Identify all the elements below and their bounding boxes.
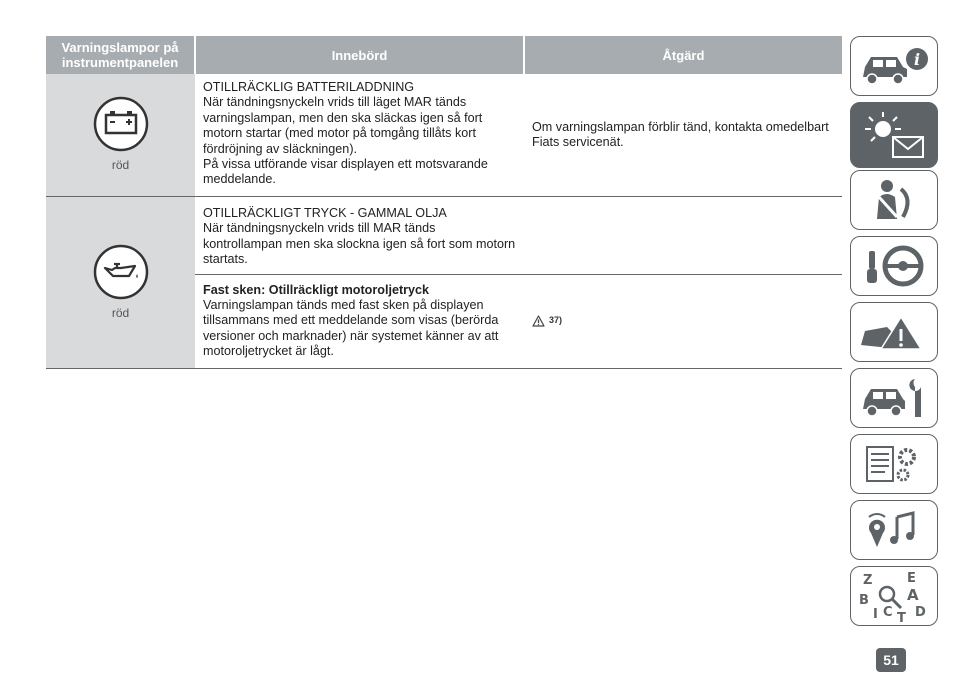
chapter-tab-index[interactable] bbox=[850, 566, 938, 626]
svg-text:I: I bbox=[873, 607, 878, 622]
action-text: Om varningslampan förblir tänd, kontakta omedelbart Fiats servicenät. bbox=[532, 119, 829, 149]
svg-text:B: B bbox=[859, 593, 869, 608]
action-cell bbox=[524, 74, 842, 197]
meaning-text-2: På vissa utförande visar displayen ett motsvarande meddelande. bbox=[203, 157, 488, 187]
meaning-text: När tändningsnyckeln vrids till läget MAR tänds varningslampan, men den ska släckas igen så fort motorn startar (med motor på tomgång tillåts kort fördröjning av släckningen). bbox=[203, 95, 483, 156]
page-number: 51 bbox=[876, 648, 906, 672]
icon-color-label: röd bbox=[111, 305, 130, 320]
icon-cell bbox=[46, 74, 195, 197]
chapter-tab-technical-data[interactable] bbox=[850, 434, 938, 494]
meaning-text: När tändningsnyckeln vrids till MAR tänds kontrollampan men ska slockna igen så fort som motorn startats. bbox=[203, 221, 516, 267]
action-cell bbox=[524, 274, 842, 368]
table-header-row bbox=[46, 36, 842, 74]
alphabet-index-icon bbox=[857, 570, 931, 622]
chapter-tab-driving[interactable] bbox=[850, 236, 938, 296]
warning-reference[interactable] bbox=[532, 313, 834, 328]
meaning-title: OTILLRÄCKLIG BATTERILADDNING bbox=[203, 80, 415, 94]
meaning-cell bbox=[195, 74, 524, 197]
header-action: Åtgärd bbox=[524, 36, 842, 74]
header-warning-lights: Varningslampor på instrumentpanelen bbox=[46, 36, 195, 74]
action-cell bbox=[524, 197, 842, 275]
sub-title: Fast sken: Otillräckligt motoroljetryck bbox=[203, 282, 430, 297]
chapter-tab-maintenance[interactable] bbox=[850, 368, 938, 428]
meaning-cell bbox=[195, 197, 524, 275]
car-crash-warning-icon bbox=[857, 309, 931, 355]
meaning-cell bbox=[195, 274, 524, 368]
chapter-tab-emergency[interactable] bbox=[850, 302, 938, 362]
battery-icon bbox=[93, 96, 149, 152]
sub-text: Varningslampan tänds med fast sken på displayen tillsammans med ett meddelande som visas (berörda versioner och marknader) när systemet känner av att motoroljetrycket är lågt. bbox=[203, 298, 499, 359]
svg-text:A: A bbox=[907, 586, 919, 604]
multimedia-note-icon bbox=[857, 507, 931, 553]
svg-text:i: i bbox=[913, 50, 921, 69]
seatbelt-person-icon bbox=[857, 177, 931, 223]
icon-color-label: röd bbox=[111, 158, 130, 173]
chapter-tab-car-info[interactable] bbox=[850, 36, 938, 96]
chapter-tab-safety[interactable] bbox=[850, 170, 938, 230]
table-row bbox=[46, 74, 842, 197]
steering-wheel-key-icon bbox=[857, 243, 931, 289]
car-info-icon bbox=[857, 43, 931, 89]
meaning-title: OTILLRÄCKLIGT TRYCK - GAMMAL OLJA bbox=[203, 206, 447, 220]
warning-ref-number: 37) bbox=[549, 315, 563, 326]
svg-text:C: C bbox=[883, 605, 893, 620]
list-gear-icon bbox=[857, 441, 931, 487]
svg-text:D: D bbox=[915, 605, 926, 620]
warning-light-envelope-icon bbox=[857, 109, 931, 161]
warning-lights-table bbox=[46, 36, 842, 369]
header-meaning: Innebörd bbox=[195, 36, 524, 74]
chapter-tab-multimedia[interactable] bbox=[850, 500, 938, 560]
warning-triangle-icon bbox=[532, 315, 545, 327]
svg-text:Z: Z bbox=[863, 573, 873, 588]
oil-can-icon bbox=[93, 244, 149, 300]
car-wrench-icon bbox=[857, 375, 931, 421]
table-row bbox=[46, 197, 842, 275]
icon-cell bbox=[46, 197, 195, 369]
svg-text:T: T bbox=[897, 611, 906, 622]
svg-text:E: E bbox=[907, 571, 916, 586]
chapter-tab-warning-lights[interactable] bbox=[850, 102, 938, 168]
